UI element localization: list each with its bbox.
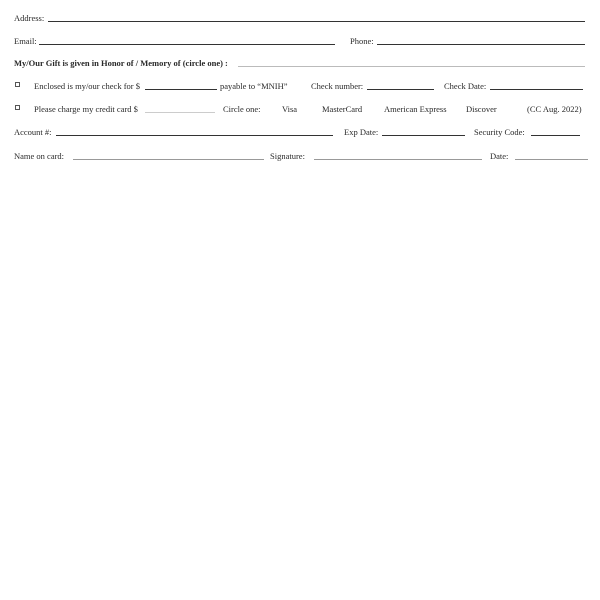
check-number-label: Check number: — [311, 81, 364, 91]
signature-row — [0, 150, 600, 164]
honor-memory-field[interactable] — [238, 66, 585, 67]
name-on-card-label: Name on card: — [14, 151, 65, 161]
phone-label: Phone: — [350, 36, 374, 46]
card-option-american-express[interactable]: American Express — [384, 104, 447, 114]
card-option-visa[interactable]: Visa — [282, 104, 298, 114]
security-code-label: Security Code: — [474, 127, 525, 137]
account-row — [0, 126, 600, 140]
check-checkbox[interactable] — [15, 82, 20, 87]
address-row — [0, 12, 600, 26]
date-field[interactable] — [515, 159, 588, 160]
address-label: Address: — [14, 13, 45, 23]
credit-row — [0, 103, 600, 117]
card-option-discover[interactable]: Discover — [466, 104, 497, 114]
credit-checkbox[interactable] — [15, 105, 20, 110]
honor-memory-label: My/Our Gift is given in Honor of / Memory of (circle one) : — [14, 58, 228, 68]
check-row — [0, 80, 600, 94]
enclosed-check-label: Enclosed is my/our check for $ — [34, 81, 140, 91]
check-date-label: Check Date: — [444, 81, 487, 91]
security-code-field[interactable] — [531, 135, 580, 136]
contact-row — [0, 35, 600, 49]
card-option-mastercard[interactable]: MasterCard — [322, 104, 363, 114]
check-amount-field[interactable] — [145, 89, 217, 90]
payable-label: payable to “MNIH” — [220, 81, 288, 91]
honor-row — [0, 57, 600, 71]
email-field[interactable] — [39, 44, 335, 45]
account-number-label: Account #: — [14, 127, 52, 137]
address-field[interactable] — [48, 21, 585, 22]
charge-card-label: Please charge my credit card $ — [34, 104, 138, 114]
signature-field[interactable] — [314, 159, 482, 160]
check-number-field[interactable] — [367, 89, 434, 90]
date-label: Date: — [490, 151, 509, 161]
account-number-field[interactable] — [56, 135, 333, 136]
circle-one-label: Circle one: — [223, 104, 261, 114]
form-version-note: (CC Aug. 2022) — [527, 104, 582, 114]
name-on-card-field[interactable] — [73, 159, 264, 160]
email-label: Email: — [14, 36, 37, 46]
phone-field[interactable] — [377, 44, 585, 45]
signature-label: Signature: — [270, 151, 305, 161]
exp-date-label: Exp Date: — [344, 127, 379, 137]
exp-date-field[interactable] — [382, 135, 465, 136]
charge-amount-field[interactable] — [145, 112, 215, 113]
check-date-field[interactable] — [490, 89, 583, 90]
